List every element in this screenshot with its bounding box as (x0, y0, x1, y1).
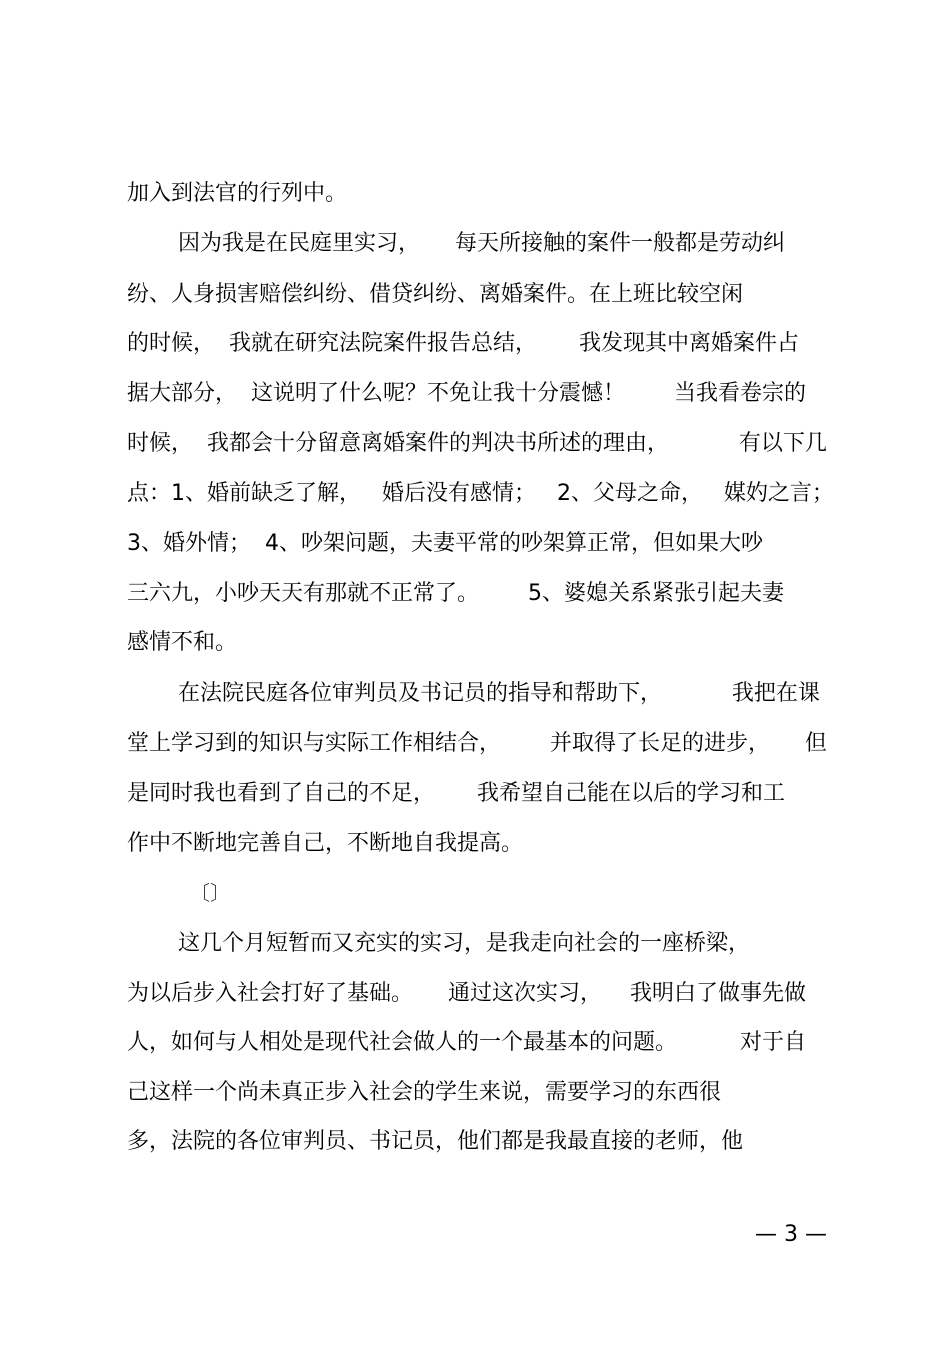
text-line: 加入到法官的行列中。 (127, 181, 348, 206)
text-line: 是同时我也看到了自己的不足， 我希望自己能在以后的学习和工 (127, 781, 785, 806)
text-line: 三六九，小吵天天有那就不正常了。 5、婆媳关系紧张引起夫妻 (127, 581, 784, 606)
text-line: 据大部分， 这说明了什么呢？不免让我十分震憾！ 当我看卷宗的 (127, 381, 806, 406)
text-line: 感情不和。 (127, 630, 238, 655)
page-number: — 3 — (755, 1222, 827, 1247)
text-line: 的时候， 我就在研究法院案件报告总结， 我发现其中离婚案件占 (127, 331, 799, 356)
text-line: 人，如何与人相处是现代社会做人的一个最基本的问题。 对于自 (127, 1030, 806, 1055)
text-line: 3、婚外情； 4、吵架问题，夫妻平常的吵架算正常，但如果大吵 (127, 531, 763, 556)
bracket-mark: 〔〕 (190, 881, 230, 905)
text-line: 时候， 我都会十分留意离婚案件的判决书所述的理由， 有以下几 (127, 431, 827, 456)
text-line: 多，法院的各位审判员、书记员，他们都是我最直接的老师，他 (127, 1129, 744, 1154)
text-line: 因为我是在民庭里实习， 每天所接触的案件一般都是劳动纠 (178, 231, 785, 256)
text-line: 为以后步入社会打好了基础。 通过这次实习， 我明白了做事先做 (127, 981, 806, 1006)
text-line: 堂上学习到的知识与实际工作相结合， 并取得了长足的进步， 但 (127, 731, 827, 756)
text-line: 作中不断地完善自己，不断地自我提高。 (127, 831, 524, 856)
text-line: 在法院民庭各位审判员及书记员的指导和帮助下， 我把在课 (178, 681, 820, 706)
text-line: 己这样一个尚未真正步入社会的学生来说，需要学习的东西很 (127, 1080, 722, 1105)
text-line: 这几个月短暂而又充实的实习，是我走向社会的一座桥梁， (178, 931, 751, 956)
text-line: 点：1、婚前缺乏了解， 婚后没有感情； 2、父母之命， 媒妁之言； (127, 481, 834, 506)
text-line: 纷、人身损害赔偿纠纷、借贷纠纷、离婚案件。在上班比较空闲 (127, 282, 744, 307)
